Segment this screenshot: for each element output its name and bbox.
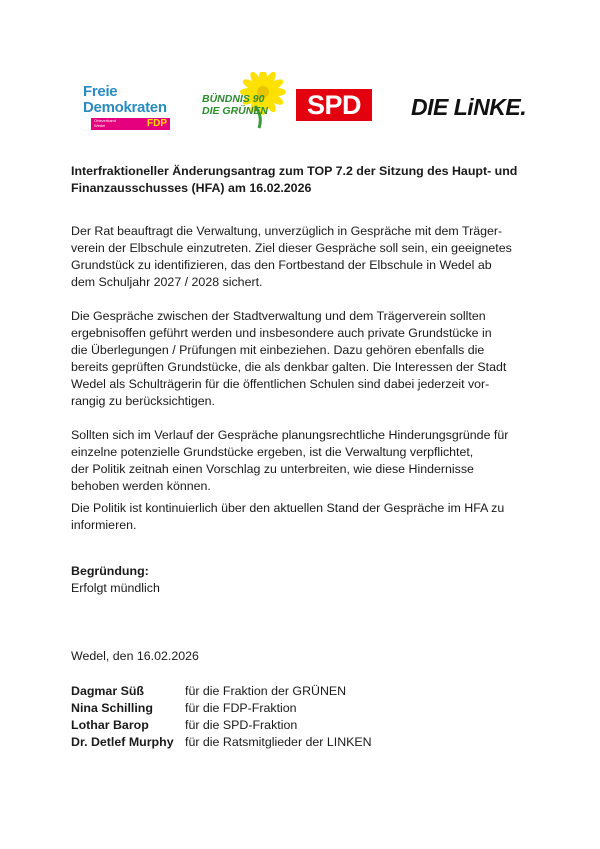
text-line: Der Rat beauftragt die Verwaltung, unverzüglich in Gespräche mit dem Träger- <box>71 224 503 238</box>
text-line: ergebnisoffen geführt werden und insbesondere auch private Grundstücke in <box>71 326 492 340</box>
fdp-logo-acronym: FDP <box>147 118 167 129</box>
linke-logo-text: DIE LiNKE. <box>411 94 527 120</box>
spd-logo <box>296 89 372 121</box>
party-logos <box>0 72 600 132</box>
signatory-role: für die FDP-Fraktion <box>185 701 297 715</box>
fdp-logo <box>83 84 173 130</box>
text-line: dem Schuljahr 2027 / 2028 sichert. <box>71 275 263 289</box>
gruene-logo-line1: BÜNDNIS 90 <box>202 93 265 105</box>
text-line: Wedel als Schulträgerin für die öffentlichen Schulen sind dabei jederzeit vor- <box>71 377 490 391</box>
place-date: Wedel, den 16.02.2026 <box>71 649 199 663</box>
text-line: die Überlegungen / Prüfungen mit einbeziehen. Dazu gehören ebenfalls die <box>71 343 485 357</box>
text-line: Die Politik ist kontinuierlich über den aktuellen Stand der Gespräche im HFA zu <box>71 501 505 515</box>
paragraph-2 <box>71 308 541 410</box>
paragraph-3 <box>71 427 541 495</box>
text-line: bereits geprüften Grundstücke, die als denkbar galten. Die Interessen der Stadt <box>71 360 507 374</box>
signatory-row <box>71 717 297 734</box>
text-line: behoben werden können. <box>71 479 211 493</box>
text-line: Grundstück zu identifizieren, das den Fortbestand der Elbschule in Wedel ab <box>71 258 492 272</box>
signatory-row <box>71 700 297 717</box>
text-line: rangig zu berücksichtigen. <box>71 394 215 408</box>
reason-text: Erfolgt mündlich <box>71 581 160 595</box>
text-line: Sollten sich im Verlauf der Gespräche planungsrechtliche Hinderungsgründe für <box>71 428 509 442</box>
spd-logo-text: SPD <box>306 90 362 120</box>
text-line: einzelne potenzielle Grundstücke ergeben, ist die Verwaltung verpflichtet, <box>71 445 474 459</box>
signatory-name: Nina Schilling <box>71 701 153 715</box>
fdp-logo-subtitle: Ortsverband Wedel <box>94 118 117 128</box>
fdp-logo-bar <box>91 118 170 130</box>
signatory-name: Dr. Detlef Murphy <box>71 735 174 749</box>
paragraph-1 <box>71 223 541 291</box>
signatory-role: für die SPD-Fraktion <box>185 718 298 732</box>
linke-logo <box>411 92 531 122</box>
signatory-name: Dagmar Süß <box>71 684 144 698</box>
text-line: der Politik zeitnah einen Vorschlag zu unterbreiten, wie diese Hindernisse <box>71 462 474 476</box>
reason-heading: Begründung: <box>71 564 149 578</box>
gruene-logo-line2: DIE GRÜNEN <box>202 105 268 117</box>
text-line: Die Gespräche zwischen der Stadtverwaltung und dem Trägerverein sollten <box>71 309 486 323</box>
reason-section <box>71 563 541 597</box>
signatory-row <box>71 683 346 700</box>
title-line: Interfraktioneller Änderungsantrag zum TOP 7.2 der Sitzung des Haupt- und <box>71 164 518 178</box>
text-line: informieren. <box>71 518 137 532</box>
fdp-logo-line2: Demokraten <box>83 99 167 116</box>
signatory-row <box>71 734 372 751</box>
signatory-role: für die Ratsmitglieder der LINKEN <box>185 735 372 749</box>
document-title <box>71 163 541 197</box>
text-line: verein der Elbschule einzutreten. Ziel dieser Gespräche soll sein, ein geeignetes <box>71 241 512 255</box>
signatory-name: Lothar Barop <box>71 718 149 732</box>
paragraph-4 <box>71 500 541 534</box>
gruene-logo <box>197 72 292 130</box>
signatory-role: für die Fraktion der GRÜNEN <box>185 684 347 698</box>
title-line: Finanzausschusses (HFA) am 16.02.2026 <box>71 181 312 195</box>
fdp-logo-line1: Freie <box>83 83 118 100</box>
